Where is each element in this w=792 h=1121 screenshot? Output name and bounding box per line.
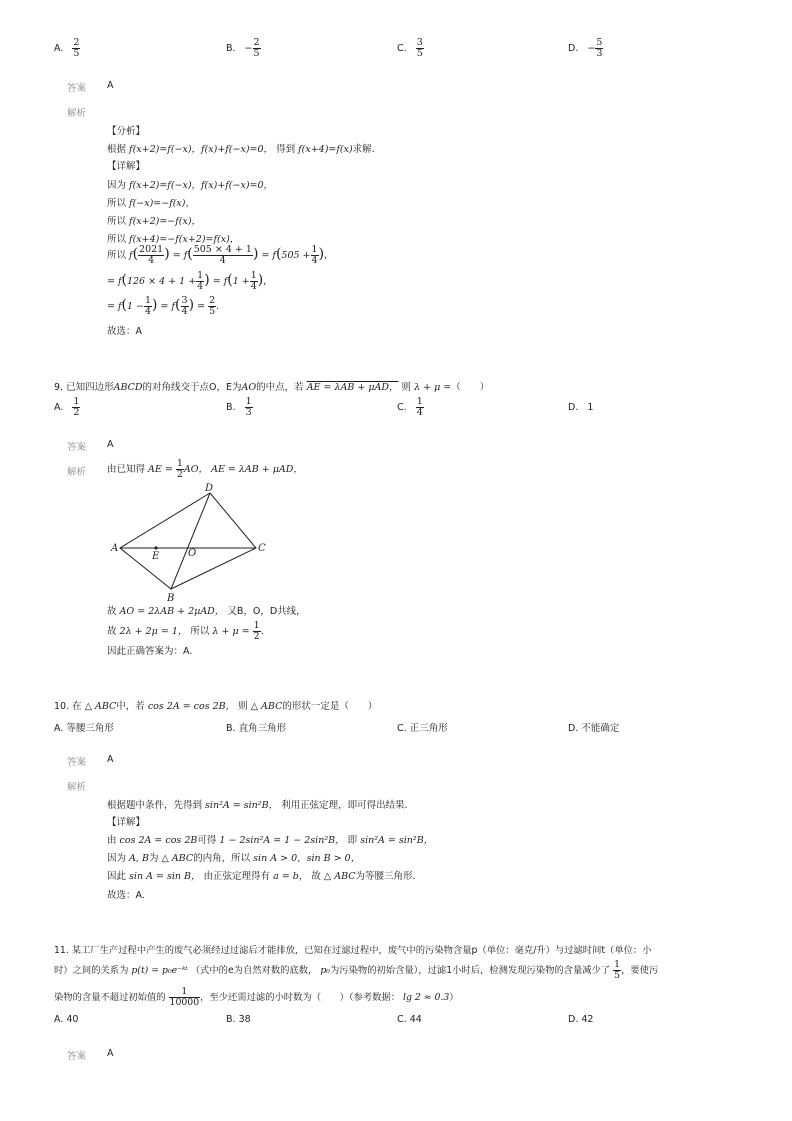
point-e [154,546,157,549]
q8-line-7: = f(126 × 4 + 1 + $\frac{1}{4}$ ) = f(1 + $\frac{1}{4}$ ), [107,270,267,292]
q10-stem: 10. 在 △ ABC中，若 cos 2A = cos 2B， 则 △ ABC的形状一定是（ ） [54,701,378,712]
quadrilateral-diagram [110,480,270,605]
q10-analysis-2: 【详解】 [107,817,146,828]
q8-fenxi: 【分析】 [107,126,146,137]
q11-stem-1: 11. 某工厂生产过程中产生的废气必须经过过滤后才能排放，已知在过滤过程中，废气中的污染物含量p（单位：毫克/升）与过滤时间t（单位：小 [54,945,652,956]
q9-analysis-2: 故 AO = 2λAB + 2μAD， 又B，O，D共线， [107,606,306,617]
q9-analysis-1: 由已知得 AE = $\frac{1}{2}$ AO， AE = λAB + μAD， [107,458,303,480]
fraction: $\frac{5}{3}$ [596,37,603,59]
q10-analysis-4: 因为 A, B为 △ ABC的内角，所以 sin A > 0，sin B > 0， [107,853,361,864]
q10-option-b: B. 直角三角形 [226,723,287,734]
q9-analysis-4: 因此正确答案为：A. [107,646,193,657]
q9-stem: 9. 已知四边形ABCD的对角线交于点O，E为AO的中点，若 AE = λAB + μAD， 则 λ + μ =（ ） [54,382,490,393]
fraction: $\frac{2}{5}$ [73,37,80,59]
label-d: D [205,483,214,494]
q8-line-4: 所以 f(x+2)=−f(x)， [107,216,202,227]
label-a: A [111,543,119,554]
q9-option-b: B. $\frac{1}{3}$ [226,396,252,418]
q11-option-c: C. 44 [397,1014,422,1025]
answer-label: 答案 [67,442,87,453]
q8-conclusion: 故选：A [107,326,142,337]
q11-option-a: A. 40 [54,1014,79,1025]
answer-label: 答案 [67,1051,87,1062]
answer-value: A [107,80,114,91]
q8-line-5: 所以 f(x+4)=−f(x+2)=f(x)， [107,234,240,245]
q8-line-1: 根据 f(x+2)=f(−x)，f(x)+f(−x)=0， 得到 f(x+4)=f(x)求解. [107,144,375,155]
answer-value: A [107,1048,114,1059]
analysis-label: 解析 [67,782,87,793]
q10-option-a: A. 等腰三角形 [54,723,114,734]
q9-option-a: A. $\frac{1}{2}$ [54,396,80,418]
q9-option-c: C. $\frac{1}{4}$ [397,396,423,418]
q8-line-8: = f(1 − $\frac{1}{4}$ ) = f( $\frac{3}{4}$ ) = $\frac{2}{5}$ . [107,295,220,317]
fraction: $\frac{2}{5}$ [253,37,260,59]
label-o: O [188,548,197,559]
analysis-label: 解析 [67,467,87,478]
q10-analysis-6: 故选：A. [107,890,145,901]
answer-label: 答案 [67,83,87,94]
q8-option-d: D. − $\frac{5}{3}$ [568,37,603,59]
q10-analysis-5: 因此 sin A = sin B， 由正弦定理得有 a = b， 故 △ ABC为等腰三角形. [107,871,416,882]
analysis-label: 解析 [67,108,87,119]
answer-value: A [107,754,114,765]
label-b: B [167,593,175,604]
q8-line-2: 因为 f(x+2)=f(−x)，f(x)+f(−x)=0， [107,180,274,191]
q8-option-a: A. $\frac{2}{5}$ [54,37,80,59]
q8-line-6: 所以 f( $\frac{2021}{4}$ ) = f( $\frac{505 \times 4 + 1}{4}$ ) = f(505 + $\frac{1}{4}$ ), [107,244,328,266]
q10-option-c: C. 正三角形 [397,723,448,734]
answer-value: A [107,439,114,450]
q8-xiangjie: 【详解】 [107,161,146,172]
q9-analysis-3: 故 2λ + 2μ = 1， 所以 λ + μ = $\frac{1}{2}$ . [107,620,264,642]
q10-analysis-1: 根据题中条件，先得到 sin²A = sin²B， 利用正弦定理，即可得出结果. [107,800,408,811]
label-c: C [258,543,266,554]
q10-analysis-3: 由 cos 2A = cos 2B可得 1 − 2sin²A = 1 − 2sin²B， 即 sin²A = sin²B， [107,835,434,846]
quadrilateral-outline [120,493,256,589]
q11-option-d: D. 42 [568,1014,594,1025]
answer-label: 答案 [67,757,87,768]
q11-stem-2: 时）之间的关系为 p(t) = p₀e⁻ᵏᵗ （式中的e为自然对数的底数， p₀为污染物的初始含量），过滤1小时后，检测发现污染物的含量减少了 $\frac{1}{5}$ ，要使污 [54,959,659,981]
diagonal-bd [171,493,210,589]
q8-option-c: C. $\frac{3}{5}$ [397,37,423,59]
label-e: E [152,551,160,562]
q10-option-d: D. 不能确定 [568,723,620,734]
fraction: $\frac{3}{5}$ [416,37,423,59]
q8-option-b: B. − $\frac{2}{5}$ [226,37,260,59]
q11-stem-3: 染物的含量不超过初始值的 $\frac{1}{10000}$ ，至少还需过滤的小时数为（ ）（参考数据： lg 2 ≈ 0.3） [54,986,459,1008]
q9-option-d: D. 1 [568,402,594,413]
q11-option-b: B. 38 [226,1014,251,1025]
q8-line-3: 所以 f(−x)=−f(x)， [107,198,195,209]
